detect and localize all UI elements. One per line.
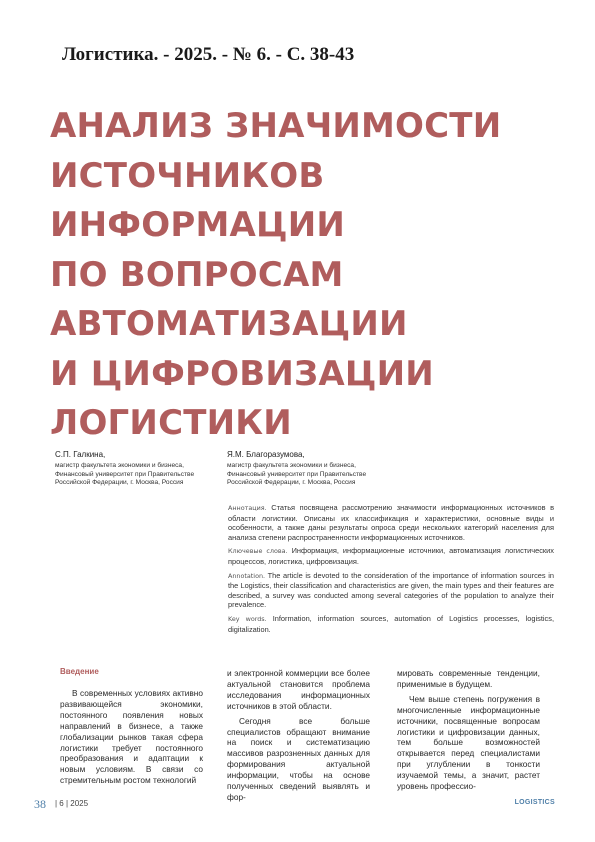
title-line: ЛОГИСТИКИ: [50, 403, 292, 443]
body-column-1: [60, 688, 203, 790]
author-affiliation-line: магистр факультета экономики и бизнеса,: [55, 462, 184, 470]
issue-meta: | 6 | 2025: [55, 799, 89, 808]
author-name: Я.М. Благоразумова,: [227, 450, 305, 459]
keywords-en-text: Information, information sources, automation of Logistics processes, logistics, digitalization.: [228, 613, 554, 634]
page-number: 38: [34, 797, 46, 811]
title-line: АНАЛИЗ ЗНАЧИМОСТИ: [50, 106, 502, 146]
body-column-2: [227, 668, 370, 807]
article-title: [50, 102, 570, 449]
abstract-ru-text: Статья посвящена рассмотрению значимости информационных источников в области логистики. Описаны их классификация и характеристики, основные виды и особенности, а также даны результаты опроса среди нескольких категорий населения для анализа степени распространенности информационных источников.: [228, 503, 554, 542]
abstract-ru: [228, 503, 554, 542]
author-affiliation-line: Российской Федерации, г. Москва, Россия: [227, 478, 356, 486]
keywords-ru-label: Ключевые слова.: [228, 547, 288, 556]
keywords-en: [228, 614, 554, 634]
body-paragraph: мировать современные тенденции, применимые в будущем.: [397, 668, 540, 689]
journal-citation: Логистика. - 2025. - № 6. - С. 38-43: [62, 44, 355, 65]
body-paragraph: Сегодня все больше специалистов обращают внимание на поиск и систематизацию массивов разрозненных данных для формирования актуальной информации, чтобы на основе полученных сведений выявлять и фор-: [227, 715, 370, 802]
author-affiliation-line: Финансовый университет при Правительстве: [55, 470, 195, 478]
title-line: И ЦИФРОВИЗАЦИИ: [50, 353, 434, 394]
body-paragraph: В современных условиях активно развивающейся экономики, постоянного появления новых направлений в бизнесе, а также глобализации рынков такая сфера логистики требует постоянного преобразования и адаптации к новым условиям. В связи со стремительным ростом технологий: [60, 688, 203, 786]
keywords-en-label: Key words.: [228, 614, 267, 623]
keywords-ru-text: Информация, информационные источники, автоматизация логистических процессов, логистика, цифровизация.: [228, 546, 554, 566]
author-block-2: [227, 451, 366, 487]
author-affiliation-line: Финансовый университет при Правительстве: [227, 470, 367, 478]
journal-footer-name: LOGISTICS: [514, 799, 555, 806]
body-column-3: [397, 668, 540, 796]
title-line: АВТОМАТИЗАЦИИ: [50, 304, 408, 344]
author-affiliation-line: магистр факультета экономики и бизнеса,: [227, 462, 356, 470]
title-line: ИНФОРМАЦИИ: [50, 205, 346, 245]
body-paragraph: и электронной коммерции все более актуальной становится проблема исследования информационных источников в этой области.: [227, 668, 370, 711]
title-line: ИСТОЧНИКОВ: [50, 155, 325, 196]
abstract-block: [228, 503, 554, 638]
author-block-1: [55, 451, 194, 487]
section-heading: Введение: [60, 667, 99, 676]
abstract-en-label: Annotation.: [228, 571, 266, 580]
author-name: С.П. Галкина,: [55, 450, 106, 459]
keywords-ru: [228, 546, 554, 566]
body-paragraph: Чем выше степень погружения в многочисленные информационные источники, посвященные вопросам логистики и цифровизации данных, тем больше возможностей открывается перед специалистами при углублении в тонкости изучаемой темы, а значит, растет уровень профессио-: [397, 693, 540, 792]
abstract-en-text: The article is devoted to the consideration of the importance of information sources in the Logistics, their classification and characteristics are given, the main types and their features are described, a survey was conducted among several categories of the population to analyze their prevalence.: [228, 570, 555, 610]
abstract-en: [228, 571, 554, 610]
title-line: ПО ВОПРОСАМ: [50, 254, 344, 295]
abstract-ru-label: Аннотация.: [228, 504, 267, 512]
author-affiliation-line: Российской Федерации, г. Москва, Россия: [55, 478, 184, 486]
